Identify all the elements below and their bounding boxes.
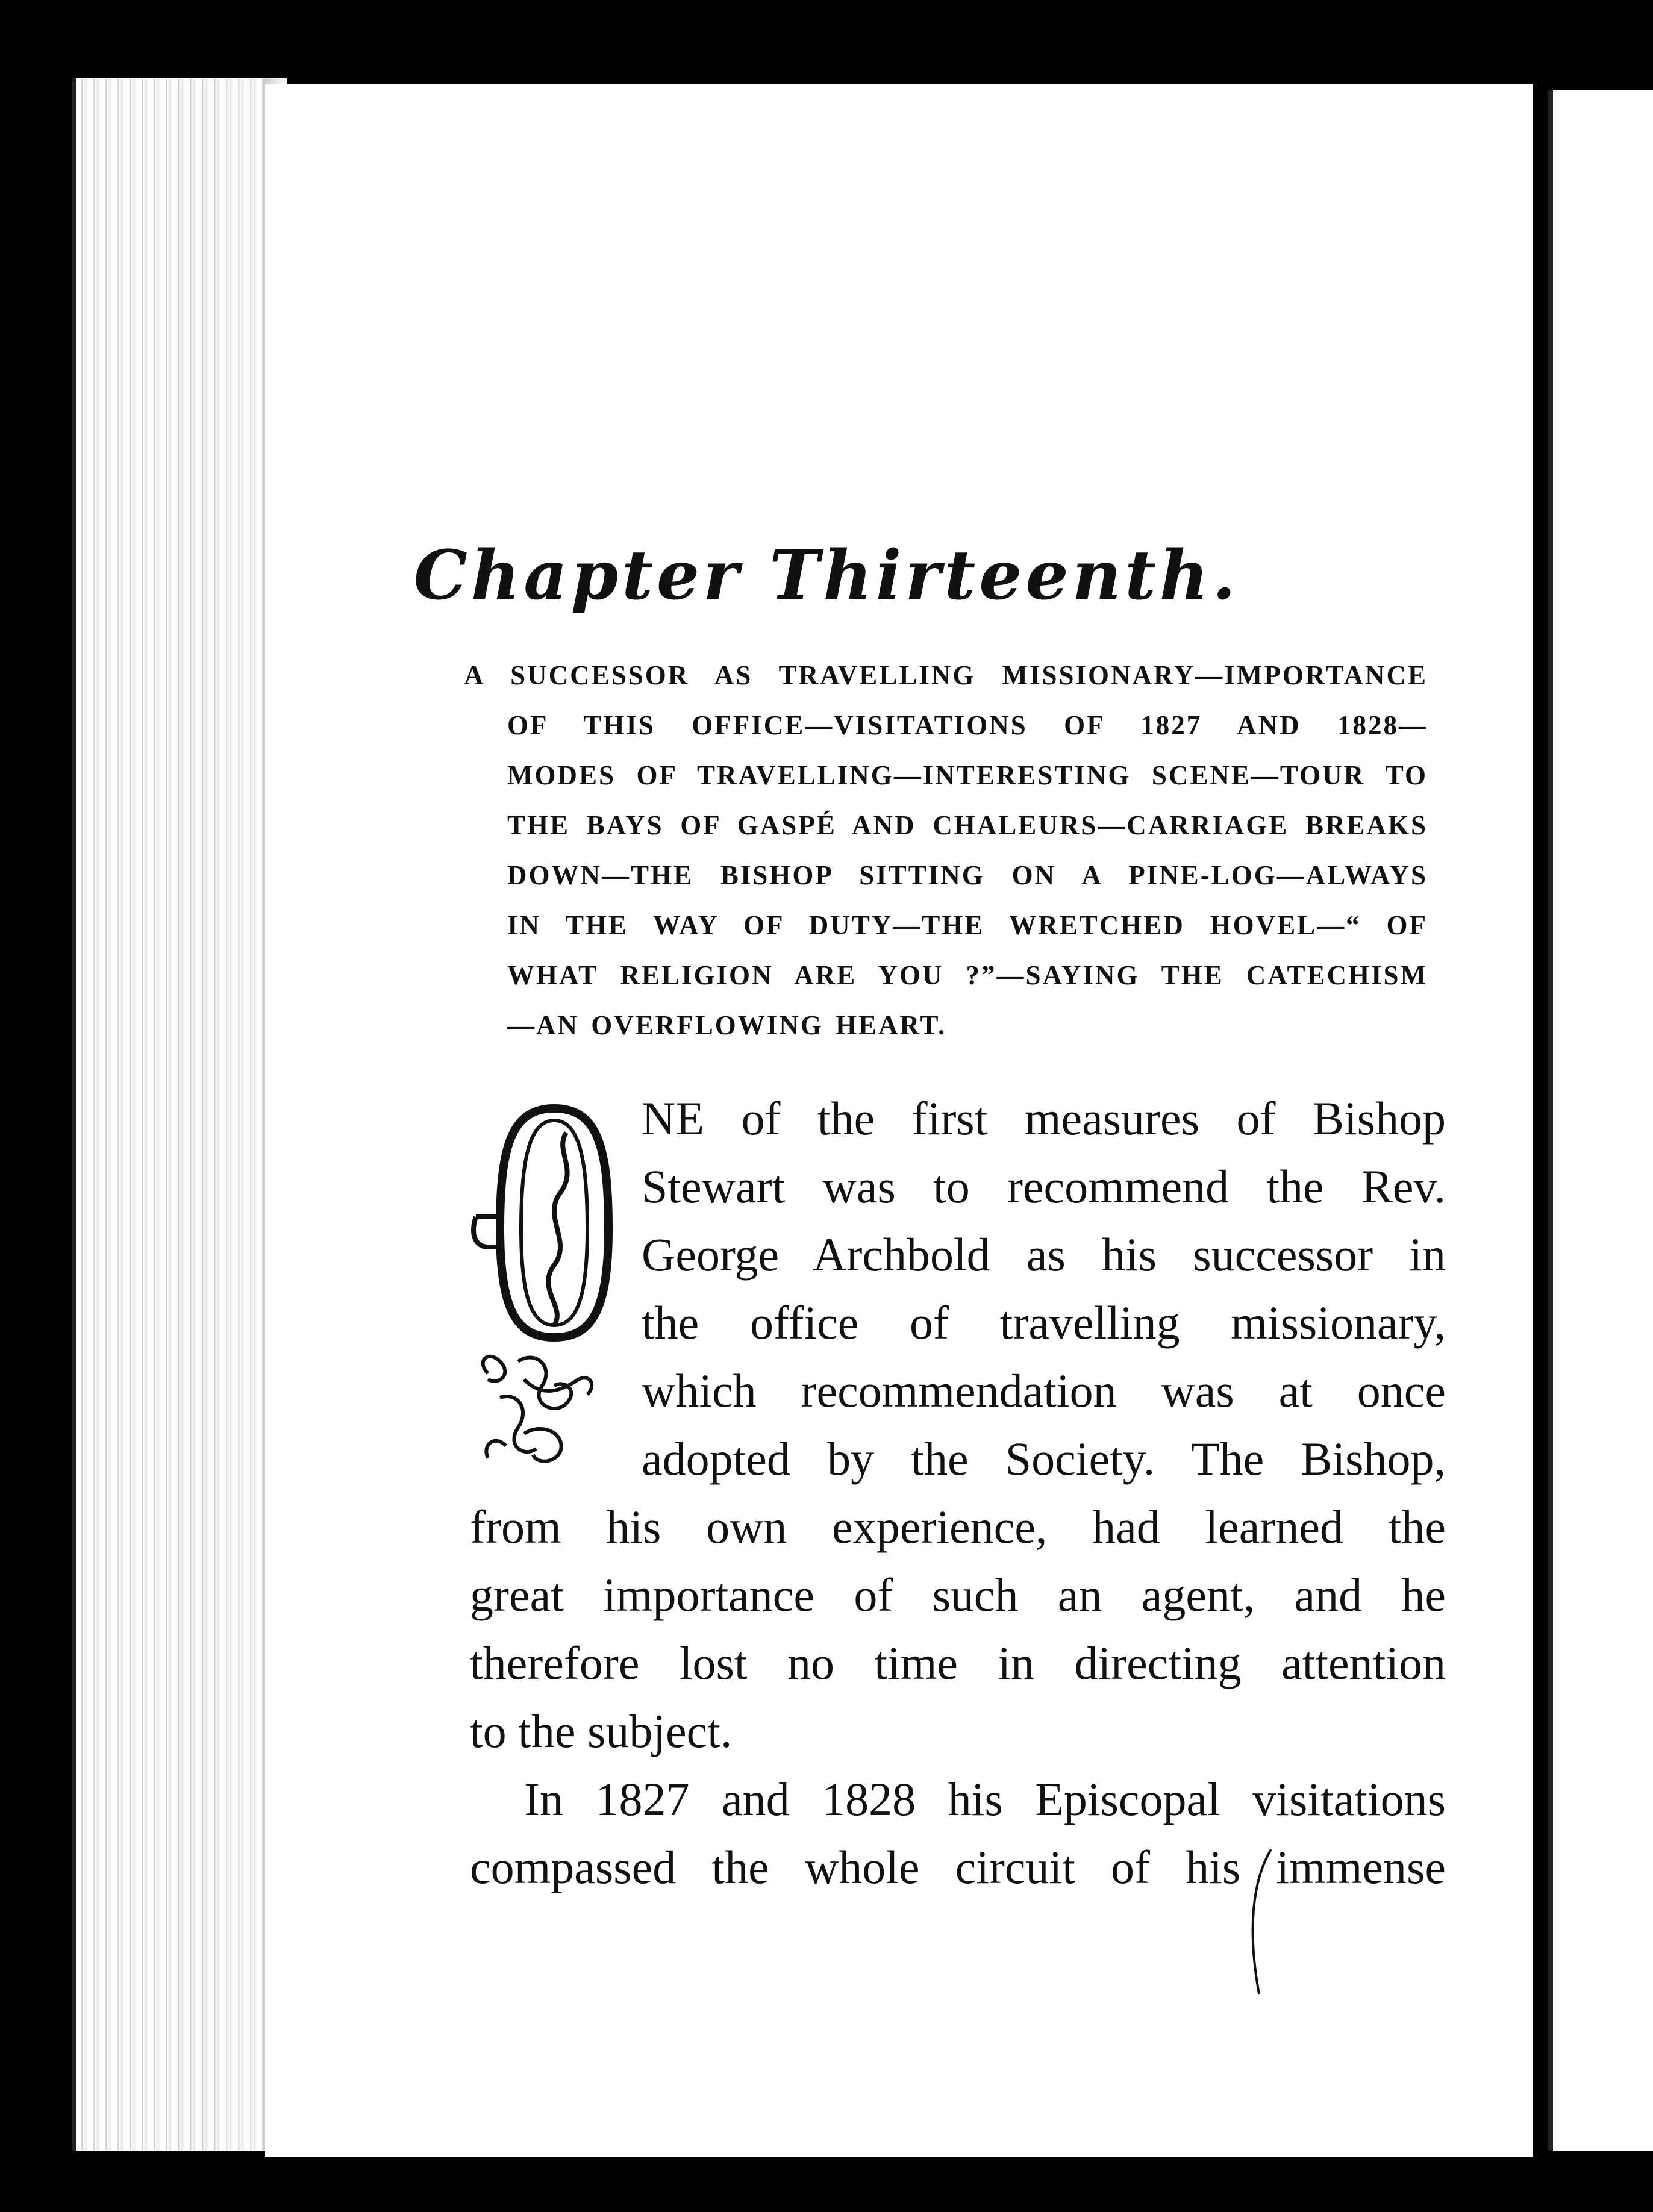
- chapter-synopsis: [464, 651, 1428, 1051]
- body-line: the office of travelling missionary,: [642, 1296, 1446, 1349]
- body-line: In 1827 and 1828 his Episcopal visitations: [524, 1773, 1446, 1825]
- body-line: George Archbold as his successor in: [642, 1228, 1446, 1281]
- body-line: NE of the first measures of Bishop: [642, 1092, 1446, 1145]
- synopsis-line: DOWN—THE BISHOP SITTING ON A PINE-LOG—ALWAYS: [507, 860, 1428, 890]
- body-line: Stewart was to recommend the Rev.: [642, 1160, 1446, 1213]
- body-line: to the subject.: [470, 1705, 733, 1757]
- synopsis-line: OF THIS OFFICE—VISITATIONS OF 1827 AND 1828—: [507, 710, 1428, 740]
- synopsis-line: WHAT RELIGION ARE YOU ?”—SAYING THE CATECHISM: [507, 960, 1428, 990]
- synopsis-line: MODES OF TRAVELLING—INTERESTING SCENE—TOUR TO: [507, 760, 1428, 790]
- body-line: therefore lost no time in directing attention: [470, 1637, 1446, 1689]
- body-line: great importance of such an agent, and he: [470, 1569, 1446, 1621]
- synopsis-line: IN THE WAY OF DUTY—THE WRETCHED HOVEL—“ OF: [507, 910, 1428, 940]
- body-text: [470, 1084, 1446, 1901]
- pen-mark-icon: [1241, 1843, 1277, 2000]
- book-page-edges: [72, 78, 287, 2151]
- chapter-title: Chapter Thirteenth.: [413, 536, 1240, 615]
- synopsis-line: THE BAYS OF GASPÉ AND CHALEURS—CARRIAGE BREAKS: [507, 810, 1428, 840]
- body-line: adopted by the Society. The Bishop,: [642, 1432, 1446, 1485]
- synopsis-line: —AN OVERFLOWING HEART.: [507, 1010, 947, 1040]
- facing-page-edge: [1548, 90, 1653, 2151]
- body-line: from his own experience, had learned the: [470, 1501, 1446, 1553]
- body-line: compassed the whole circuit of his immense: [470, 1841, 1446, 1893]
- synopsis-line: A SUCCESSOR AS TRAVELLING MISSIONARY—IMPORTANCE: [464, 660, 1428, 690]
- body-line: which recommendation was at once: [642, 1364, 1446, 1417]
